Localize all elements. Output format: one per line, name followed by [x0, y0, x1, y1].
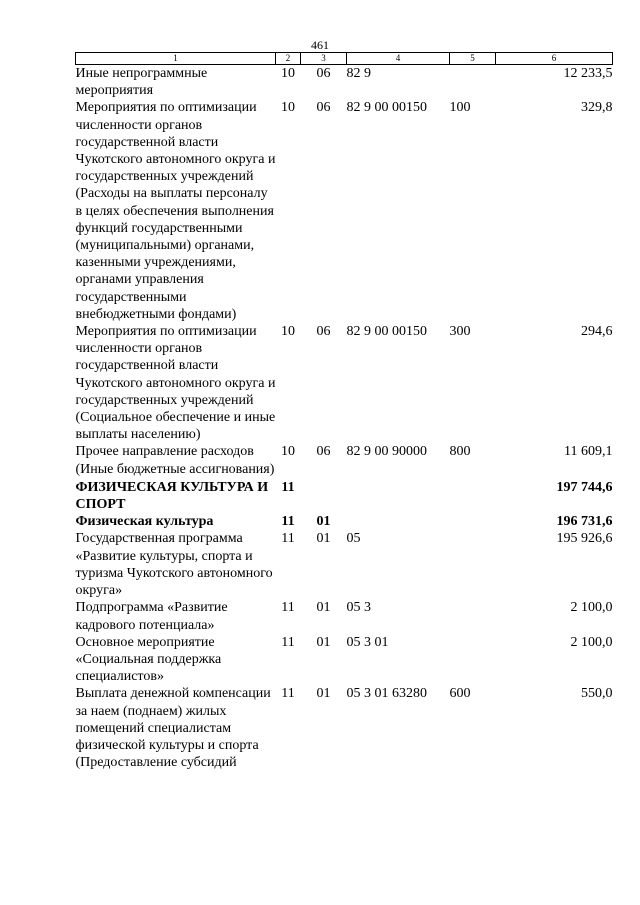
row-section: 10	[281, 444, 295, 460]
row-expense-type: 300	[449, 324, 471, 340]
row-target-article: 82 9 00 00150	[346, 100, 427, 116]
table-row	[76, 443, 613, 477]
row-subsection: 06	[316, 66, 331, 81]
row-expense-type	[450, 634, 496, 686]
row-name: Прочее направление расходов (Иные бюджетные ассигнования)	[75, 444, 275, 477]
row-target-article: 82 9 00 00150	[346, 324, 427, 340]
table-row	[76, 478, 613, 513]
row-amount: 195 926,6	[556, 531, 613, 547]
row-name: Мероприятия по оптимизации численности органов государственной власти Чукотского автономного округа и государственных учреждений (Социальное обеспечение и иные выплаты населению)	[75, 324, 276, 443]
row-name: Иные непрограммные мероприятия	[75, 66, 208, 99]
row-amount: 197 744,6	[556, 479, 613, 495]
row-subsection: 06	[316, 444, 331, 460]
row-subsection: 01	[316, 634, 331, 650]
row-name: Мероприятия по оптимизации численности органов государственной власти Чукотского автономного округа и государственных учреждений (Расходы на выплаты персоналу в целях обеспечения выполнения функций государственными (муниципальными) органами, казенными учреждениями, органами управления государственными внебюджетными фондами)	[75, 100, 276, 322]
row-subsection: 06	[316, 324, 331, 340]
column-header: 1	[76, 53, 276, 65]
row-section: 11	[281, 600, 295, 616]
row-expense-type: 800	[449, 444, 471, 460]
table-row	[76, 99, 613, 323]
column-header: 4	[347, 53, 450, 65]
row-name: Государственная программа «Развитие культуры, спорта и туризма Чукотского автономного округа»	[75, 531, 273, 599]
table-row	[76, 685, 613, 771]
row-target-article: 05 3 01	[346, 634, 389, 650]
row-section: 11	[281, 531, 295, 547]
row-section: 11	[281, 686, 295, 702]
row-amount: 329,8	[581, 100, 613, 116]
row-amount: 11 609,1	[564, 444, 613, 460]
row-target-article	[347, 513, 450, 530]
row-amount: 196 731,6	[556, 514, 613, 530]
row-section: 10	[281, 100, 295, 116]
row-name: Выплата денежной компенсации за наем (поднаем) жилых помещений специалистам физической культуры и спорта (Предоставление субсидий	[75, 686, 271, 771]
row-name: Физическая культура	[75, 514, 214, 530]
row-expense-type	[450, 530, 496, 599]
column-header: 5	[450, 53, 496, 65]
row-target-article: 82 9	[346, 66, 371, 81]
row-subsection: 01	[316, 600, 331, 616]
row-amount: 2 100,0	[570, 600, 613, 616]
row-target-article: 82 9 00 90000	[346, 444, 427, 460]
table-row	[76, 599, 613, 633]
row-subsection: 01	[316, 514, 331, 530]
row-amount: 2 100,0	[570, 634, 613, 650]
row-section: 10	[281, 324, 295, 340]
row-expense-type	[450, 65, 496, 100]
column-header: 2	[276, 53, 301, 65]
row-subsection: 01	[316, 686, 331, 702]
column-number-row	[76, 53, 613, 65]
row-target-article	[347, 478, 450, 513]
table-row	[76, 323, 613, 443]
row-target-article: 05 3	[346, 600, 371, 616]
row-subsection: 01	[316, 531, 331, 547]
table-row	[76, 513, 613, 530]
row-amount: 12 233,5	[563, 66, 613, 81]
row-target-article: 05	[346, 531, 361, 547]
row-target-article: 05 3 01 63280	[346, 686, 427, 702]
row-subsection	[301, 478, 347, 513]
row-name: Основное мероприятие «Социальная поддержка специалистов»	[75, 634, 222, 685]
row-name: ФИЗИЧЕСКАЯ КУЛЬТУРА И СПОРТ	[75, 479, 269, 513]
page-number: 461	[311, 38, 329, 52]
column-header: 3	[301, 53, 347, 65]
row-name: Подпрограмма «Развитие кадрового потенциала»	[75, 600, 228, 633]
column-header: 6	[496, 53, 613, 65]
row-section: 11	[281, 479, 295, 495]
row-section: 10	[281, 66, 295, 81]
table-row	[76, 65, 613, 100]
table-row	[76, 634, 613, 686]
budget-table	[75, 52, 613, 771]
row-amount: 294,6	[581, 324, 613, 340]
row-section: 11	[281, 634, 295, 650]
table-body	[76, 65, 613, 772]
row-section: 11	[281, 514, 295, 530]
row-expense-type	[450, 478, 496, 513]
row-expense-type: 600	[449, 686, 471, 702]
row-subsection: 06	[316, 100, 331, 116]
row-amount: 550,0	[581, 686, 613, 702]
row-expense-type: 100	[449, 100, 471, 116]
row-expense-type	[450, 599, 496, 633]
table-row	[76, 530, 613, 599]
row-expense-type	[450, 513, 496, 530]
